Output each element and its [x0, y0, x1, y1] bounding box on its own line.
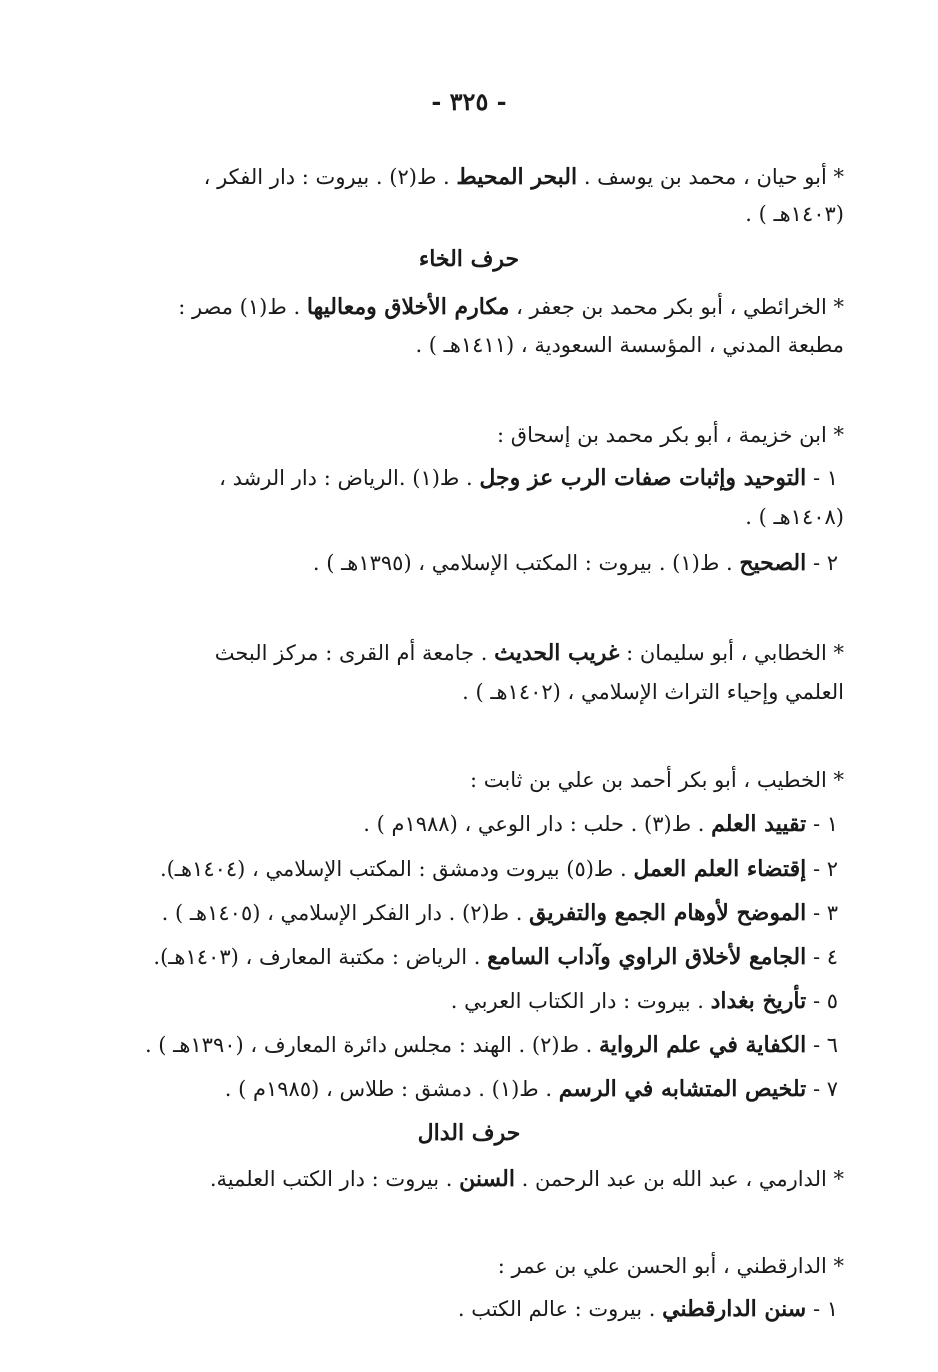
- entry-text: . بيروت : عالم الكتب .: [457, 1297, 656, 1321]
- entry-khatib-head: * الخطيب ، أبو بكر أحمد بن علي بن ثابت :: [470, 768, 844, 792]
- entry-ibn-khuzaymah-head: * ابن خزيمة ، أبو بكر محمد بن إسحاق :: [497, 423, 844, 447]
- entry-khatib-work-1: [363, 807, 838, 841]
- entry-text: . بيروت : دار الكتاب العربي .: [450, 989, 704, 1013]
- book-title: البحر المحيط: [456, 164, 578, 190]
- entry-khattabi-line1: [215, 636, 844, 670]
- entry-text: . ط(١) . بيروت : المكتب الإسلامي ، (١٣٩٥هـ ) .: [312, 551, 733, 575]
- entry-text: . ط(١) .الرياض : دار الرشد ،: [219, 466, 473, 490]
- book-title: غريب الحديث: [494, 640, 620, 666]
- entry-khatib-work-7: [225, 1072, 838, 1106]
- entry-ibn-khuzaymah-work1: [219, 461, 838, 495]
- work-number: ١ -: [812, 466, 838, 490]
- entry-ibn-khuzaymah-work1-line2: (١٤٠٨هـ ) .: [745, 505, 844, 529]
- entry-darimi-line1: [210, 1162, 844, 1196]
- entry-text: . جامعة أم القرى : مركز البحث: [214, 641, 488, 665]
- entry-text: * الدارمي ، عبد الله بن عبد الرحمن .: [521, 1167, 844, 1191]
- entry-text: * الخطابي ، أبو سليمان :: [626, 641, 844, 665]
- entry-khatib-work-4: [153, 940, 838, 974]
- entry-abu-hayyan-line1: [204, 160, 844, 194]
- book-title: الكفاية في علم الرواية: [599, 1032, 807, 1058]
- work-number: ٧ -: [812, 1077, 838, 1101]
- work-number: ٣ -: [812, 901, 838, 925]
- entry-text: . ط(٥) بيروت ودمشق : المكتب الإسلامي ، (١٤٠٤هـ).: [159, 857, 627, 881]
- work-number: ٥ -: [812, 989, 838, 1013]
- work-number: ٦ -: [812, 1033, 838, 1057]
- entry-khatib-work-5: [451, 984, 838, 1018]
- entry-text: . الرياض : مكتبة المعارف ، (١٤٠٣هـ).: [153, 945, 481, 969]
- work-number: ١ -: [812, 812, 838, 836]
- page-number: - ٣٢٥ -: [431, 87, 507, 116]
- entry-text: . ط(٣) . حلب : دار الوعي ، (١٩٨٨م ) .: [363, 812, 705, 836]
- book-title: تلخيص المتشابه في الرسم: [558, 1076, 807, 1102]
- entry-khattabi-line2: العلمي وإحياء التراث الإسلامي ، (١٤٠٢هـ ) .: [462, 680, 844, 704]
- entry-text: . ط(١) مصر :: [178, 295, 301, 319]
- entry-abu-hayyan-line2: (١٤٠٣هـ ) .: [745, 202, 844, 226]
- work-number: ٤ -: [812, 945, 838, 969]
- entry-text: . ط(٢) . الهند : مجلس دائرة المعارف ، (١٣٩٠هـ ) .: [144, 1033, 593, 1057]
- entry-text: . ط(١) . دمشق : طلاس ، (١٩٨٥م ) .: [224, 1077, 553, 1101]
- work-number: ٢ -: [812, 857, 838, 881]
- book-title: تأريخ بغداد: [710, 988, 807, 1014]
- book-title: إقتضاء العلم العمل: [633, 856, 807, 882]
- entry-text: . ط(٢) . دار الفكر الإسلامي ، (١٤٠٥هـ ) .: [161, 901, 523, 925]
- book-title: سنن الدارقطني: [662, 1296, 807, 1322]
- book-title: السنن: [459, 1166, 515, 1192]
- section-heading-dal: حرف الدال: [417, 1120, 521, 1146]
- book-title: الجامع لأخلاق الراوي وآداب السامع: [487, 944, 807, 970]
- entry-kharaiti-line1: [178, 290, 844, 324]
- entry-text: . ط(٢) . بيروت : دار الفكر ،: [203, 165, 450, 189]
- section-heading-kha: حرف الخاء: [418, 246, 520, 272]
- entry-khatib-work-2: [160, 852, 838, 886]
- entry-daraqutni-work1: [458, 1292, 838, 1326]
- book-title: تقييد العلم: [711, 811, 807, 837]
- entry-kharaiti-line2: مطبعة المدني ، المؤسسة السعودية ، (١٤١١هـ ) .: [415, 333, 844, 357]
- entry-khatib-work-3: [162, 896, 838, 930]
- work-number: ٢ -: [812, 551, 838, 575]
- book-title: الصحيح: [739, 550, 807, 576]
- entry-text: . بيروت : دار الكتب العلمية.: [209, 1167, 453, 1191]
- work-number: ١ -: [812, 1297, 838, 1321]
- entry-ibn-khuzaymah-work2: [313, 546, 838, 580]
- entry-daraqutni-head: * الدارقطني ، أبو الحسن علي بن عمر :: [497, 1254, 844, 1278]
- book-title: مكارم الأخلاق ومعاليها: [306, 294, 510, 320]
- book-title: التوحيد وإثبات صفات الرب عز وجل: [479, 465, 807, 491]
- entry-khatib-work-6: [145, 1028, 838, 1062]
- book-title: الموضح لأوهام الجمع والتفريق: [529, 900, 807, 926]
- entry-text: * الخرائطي ، أبو بكر محمد بن جعفر ،: [516, 295, 844, 319]
- entry-text: * أبو حيان ، محمد بن يوسف .: [583, 165, 844, 189]
